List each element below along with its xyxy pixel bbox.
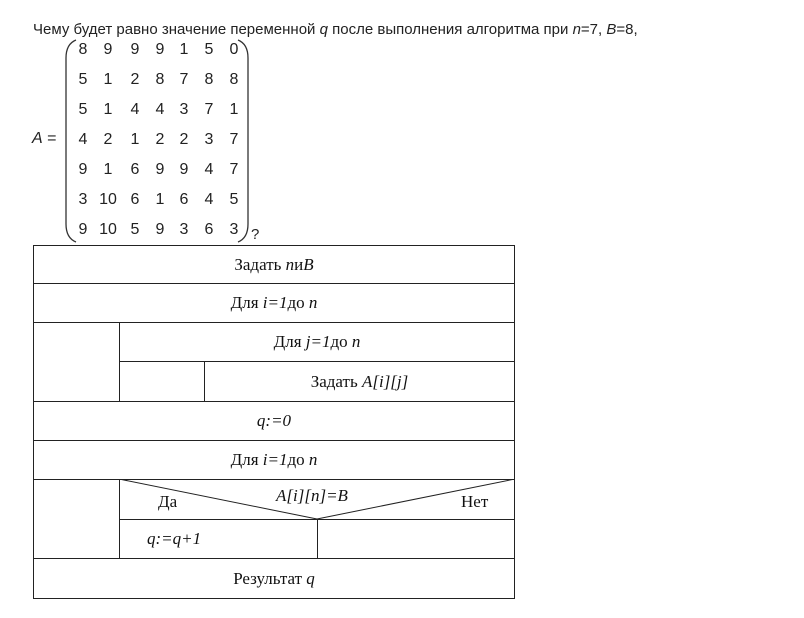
question-middle: после выполнения алгоритма при — [327, 21, 573, 38]
matrix-cell: 5 — [78, 101, 88, 118]
question-var-n: n — [572, 21, 581, 38]
to-word: до — [330, 332, 348, 351]
matrix-cell: 6 — [204, 221, 214, 238]
no-label: Нет — [461, 492, 489, 511]
matrix-cell: 6 — [130, 191, 140, 208]
loop-j-indent — [119, 361, 205, 402]
matrix-cell: 2 — [103, 131, 113, 148]
matrix-cell: 1 — [179, 41, 189, 58]
matrix-cell: 4 — [155, 101, 165, 118]
matrix-cell: 4 — [130, 101, 140, 118]
result-word: Результат — [233, 568, 303, 588]
matrix-cell: 8 — [78, 41, 88, 58]
matrix-cell: 2 — [155, 131, 165, 148]
question-var-q: q — [319, 21, 328, 38]
matrix-name: A — [32, 130, 43, 147]
matrix-cell: 0 — [229, 41, 239, 58]
and-word: и — [294, 254, 304, 274]
block-else-empty — [317, 519, 515, 559]
matrix-cell: 1 — [103, 161, 113, 178]
matrix-cell: 1 — [155, 191, 165, 208]
block-increment — [119, 519, 318, 559]
question-mark: ? — [251, 226, 260, 243]
var-q: q — [306, 568, 315, 588]
matrix-cell: 1 — [103, 101, 113, 118]
init-q-text: q:=0 — [256, 411, 292, 430]
question-n-value: =7, — [580, 21, 607, 38]
block-loop-i-second — [33, 440, 515, 480]
loop-expr: j=1 — [305, 332, 331, 351]
matrix-cell: 8 — [204, 71, 214, 88]
array-expr: A[i][j] — [361, 371, 409, 391]
set-word: Задать — [234, 254, 282, 274]
matrix-cell: 9 — [130, 41, 140, 58]
set-word: Задать — [310, 371, 358, 391]
condition-text: A[i][n]=B — [276, 486, 348, 505]
matrix-cell: 9 — [155, 221, 165, 238]
question-var-b: B — [606, 21, 617, 38]
loop-expr: i=1 — [262, 293, 288, 312]
matrix-cell: 9 — [103, 41, 113, 58]
for-word: Для — [230, 450, 259, 469]
question-prefix: Чему будет равно значение переменной — [33, 21, 320, 38]
loop-expr: i=1 — [262, 450, 288, 469]
matrix-cell: 1 — [229, 101, 239, 118]
matrix-cell: 9 — [155, 41, 165, 58]
matrix-cell: 7 — [204, 101, 214, 118]
matrix-cell: 8 — [229, 71, 239, 88]
for-word: Для — [230, 293, 259, 312]
matrix-cell: 8 — [155, 71, 165, 88]
matrix-cell: 1 — [103, 71, 113, 88]
matrix-cell: 6 — [179, 191, 189, 208]
matrix-cell: 3 — [179, 221, 189, 238]
var-b: B — [303, 254, 314, 274]
matrix-cell: 3 — [204, 131, 214, 148]
question-b-value: =8, — [616, 21, 638, 38]
matrix-cell: 5 — [204, 41, 214, 58]
for-word: Для — [273, 332, 302, 351]
matrix-cell: 4 — [204, 191, 214, 208]
block-init-q — [33, 401, 515, 441]
matrix-cell: 3 — [78, 191, 88, 208]
matrix-cell: 9 — [78, 161, 88, 178]
to-word: до — [287, 293, 305, 312]
matrix-cell: 9 — [78, 221, 88, 238]
block-loop-i-outer — [33, 283, 515, 323]
matrix-cell: 10 — [99, 191, 117, 208]
matrix-cell: 2 — [179, 131, 189, 148]
block-set-n-b — [33, 245, 515, 284]
block-result — [33, 558, 515, 599]
matrix-cell: 4 — [78, 131, 88, 148]
yes-label: Да — [158, 492, 178, 511]
matrix-cell: 9 — [155, 161, 165, 178]
var-n: n — [308, 450, 318, 469]
matrix-cell: 4 — [204, 161, 214, 178]
matrix-equals: = — [42, 130, 57, 147]
matrix-cell: 3 — [229, 221, 239, 238]
matrix-cell: 7 — [229, 131, 239, 148]
matrix-cell: 9 — [179, 161, 189, 178]
matrix-cell: 7 — [179, 71, 189, 88]
matrix-cell: 6 — [130, 161, 140, 178]
matrix-cell: 3 — [179, 101, 189, 118]
var-n: n — [351, 332, 361, 351]
var-n: n — [285, 254, 295, 274]
loop-i-indent — [33, 322, 120, 402]
loop-i2-indent — [33, 479, 120, 559]
increment-text: q:=q+1 — [147, 529, 202, 548]
matrix-cell: 7 — [229, 161, 239, 178]
block-set-a — [204, 361, 515, 402]
to-word: до — [287, 450, 305, 469]
matrix-cell: 2 — [130, 71, 140, 88]
matrix-cell: 5 — [130, 221, 140, 238]
matrix-cell: 5 — [78, 71, 88, 88]
block-loop-j — [119, 322, 515, 362]
matrix-cell: 1 — [130, 131, 140, 148]
matrix-cell: 5 — [229, 191, 239, 208]
var-n: n — [308, 293, 318, 312]
matrix-cell: 10 — [99, 221, 117, 238]
